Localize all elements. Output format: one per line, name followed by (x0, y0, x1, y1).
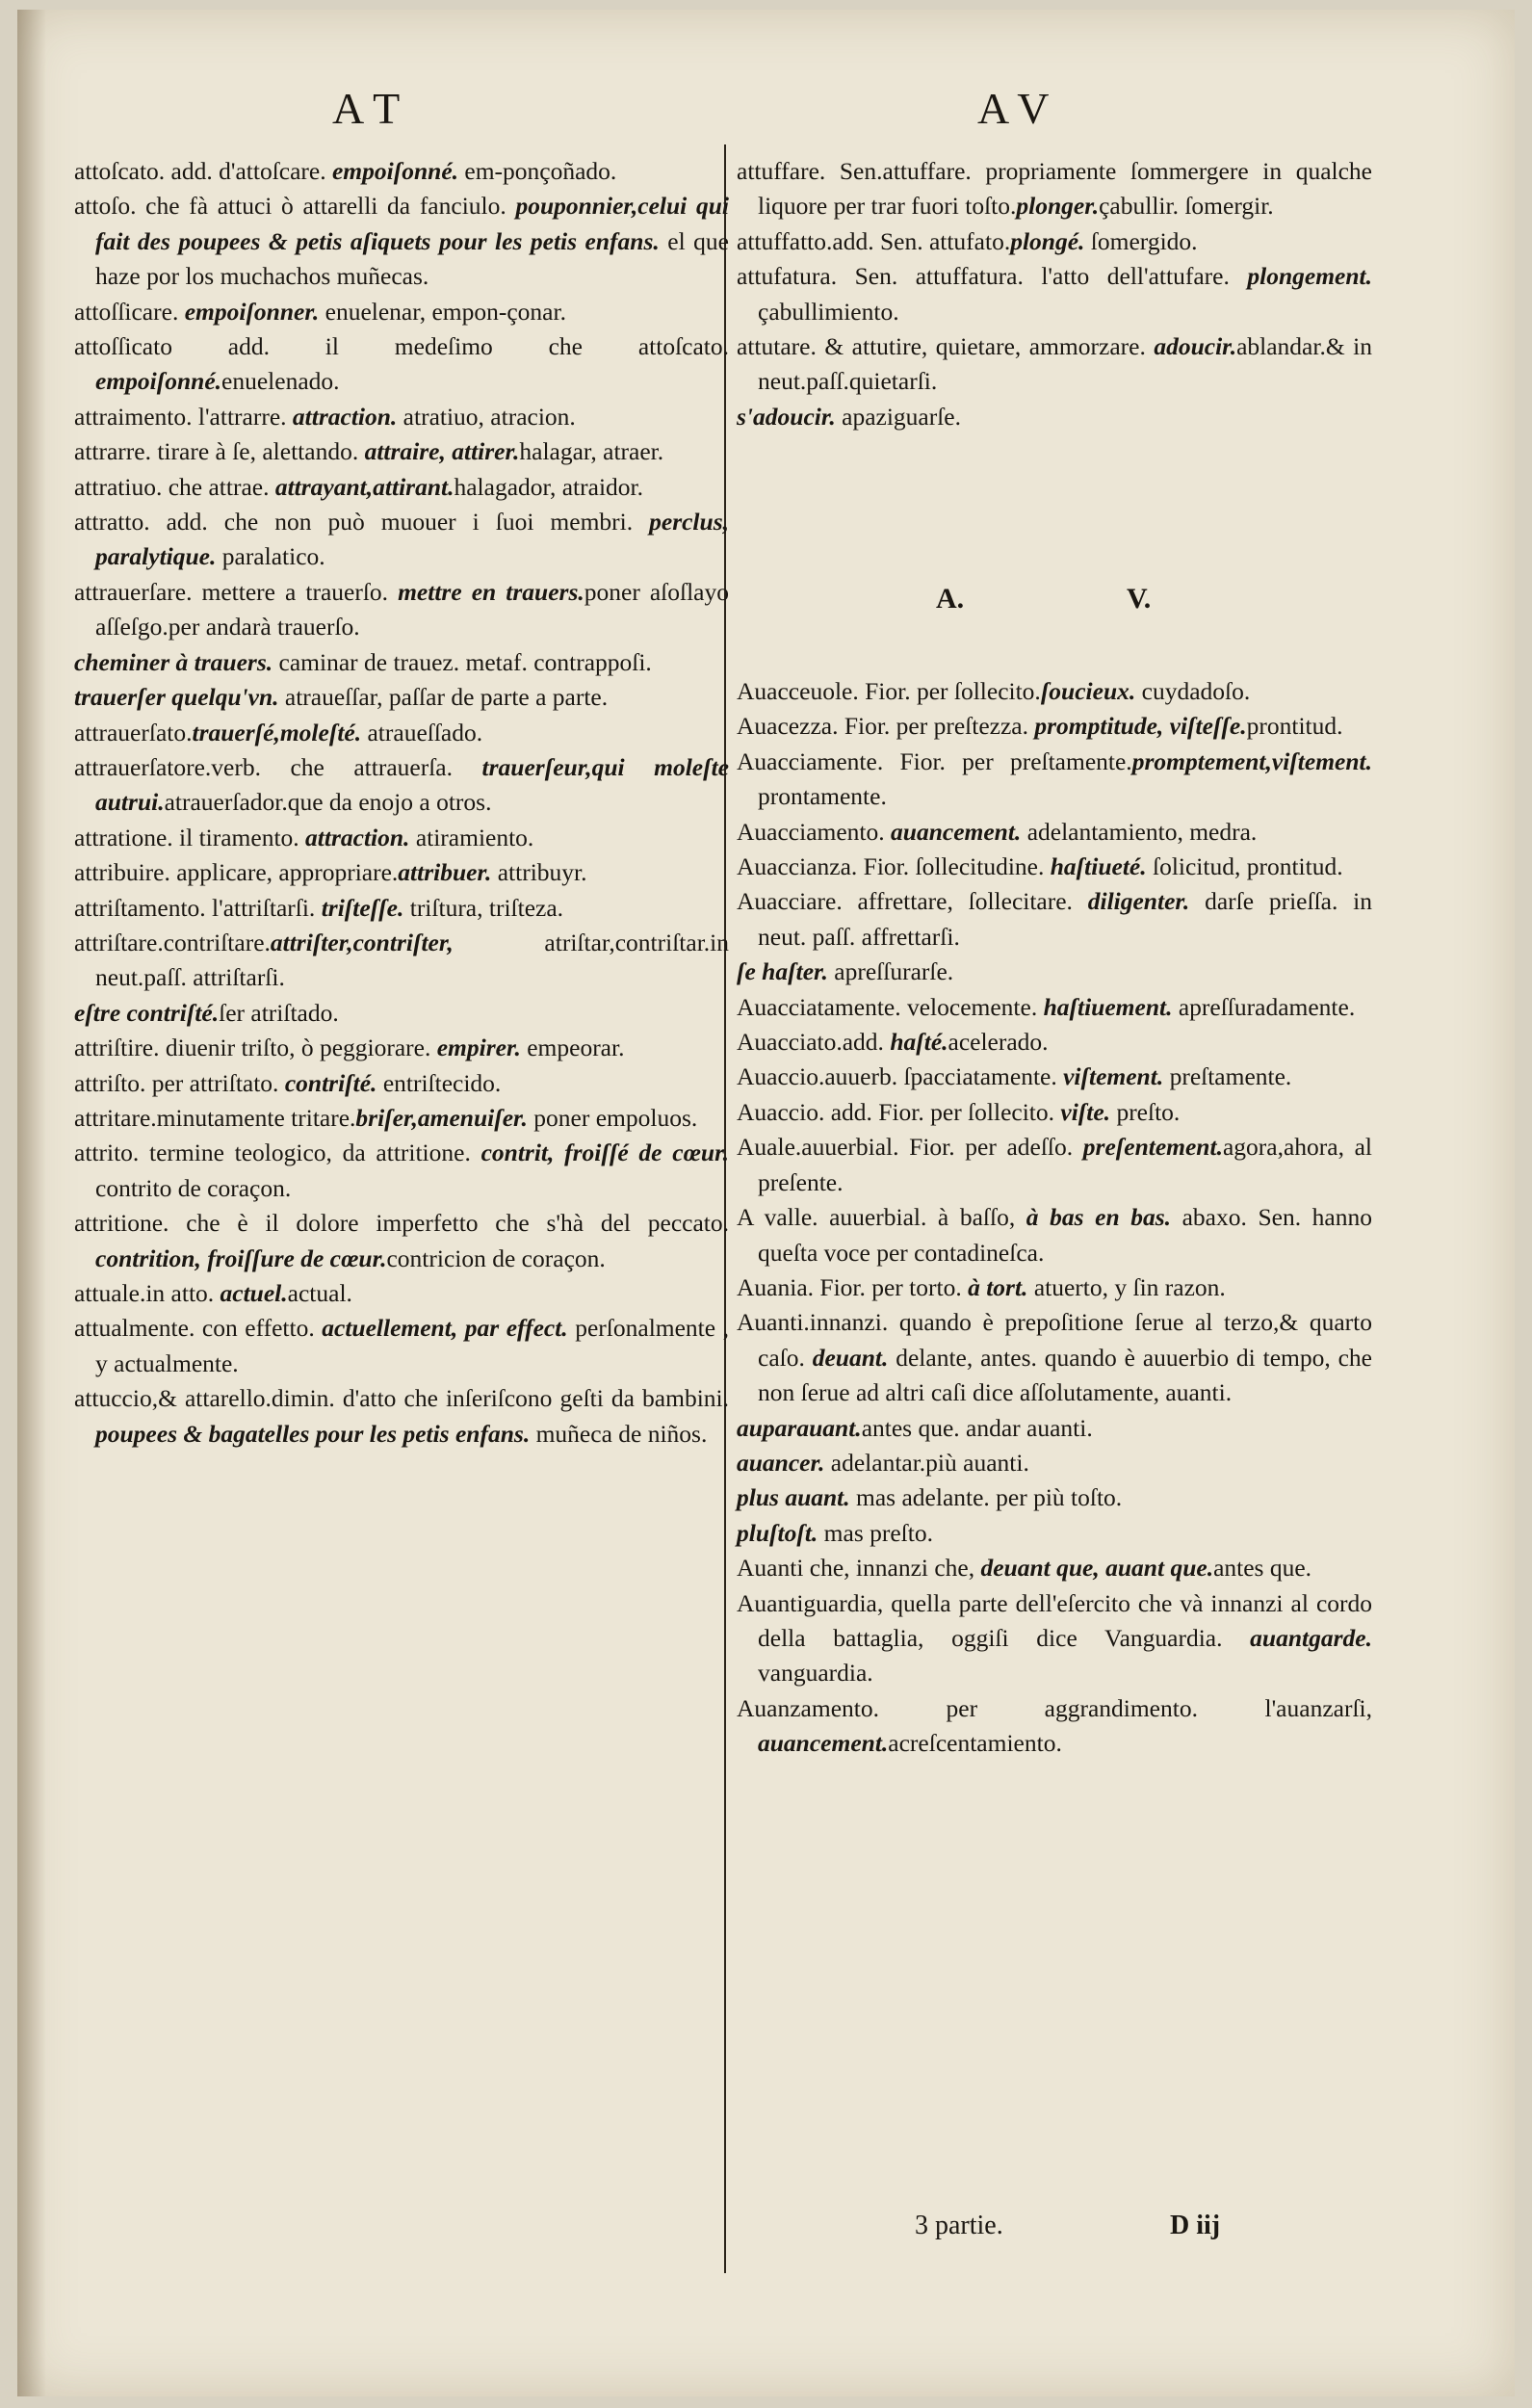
entry-french-text: ſoucieux. (1040, 677, 1136, 705)
entry-spanish-text: mas preſto. (818, 1518, 933, 1547)
entry-italian-text: Auale.auuerbial. Fior. per adeſſo. (737, 1133, 1083, 1162)
entry-spanish-text: enuelenar, empon-çonar. (319, 297, 566, 326)
dictionary-entry (737, 259, 1372, 329)
entry-italian-text: attratto. add. che non può muouer i ſuoi membri. (74, 508, 650, 537)
dictionary-entry (737, 1691, 1372, 1762)
entry-french-text: plus auant. (737, 1483, 850, 1512)
dictionary-entry (737, 1305, 1372, 1410)
entry-italian-text: Auaccianza. Fior. ſollecitudine. (737, 852, 1051, 881)
entry-french-text: trauerſer quelqu'vn. (74, 683, 279, 712)
dictionary-entry (74, 470, 729, 505)
dictionary-entry (737, 1480, 1372, 1515)
entry-spanish-text: çabullir. ſomergir. (1099, 192, 1274, 221)
entry-italian-text: Auania. Fior. per torto. (737, 1272, 969, 1301)
dictionary-entry (74, 154, 729, 189)
dictionary-entry (74, 1381, 729, 1452)
entry-italian-text: Auacciato.add. (737, 1028, 891, 1057)
entry-french-text: triſteſſe. (321, 893, 404, 922)
dictionary-entry (74, 575, 729, 645)
entry-french-text: haſtiueté. (1050, 852, 1147, 881)
dictionary-entry (737, 1551, 1372, 1585)
entry-italian-text: Auacciatamente. velocemente. (737, 992, 1044, 1021)
dictionary-entry (74, 926, 729, 996)
entry-spanish-text: poner empoluos. (527, 1103, 698, 1132)
entry-french-text: deuant. (812, 1343, 889, 1372)
entry-spanish-text: antes que. andar auanti. (861, 1413, 1093, 1442)
entry-spanish-text: atraueſſar, paſſar de parte a parte. (278, 683, 609, 712)
entry-spanish-text: em-ponçoñado. (458, 157, 617, 185)
entry-spanish-text: entriſtecido. (377, 1068, 502, 1097)
entry-french-text: attrayant,attirant. (274, 472, 454, 501)
entry-french-text: diligenter. (1087, 887, 1190, 916)
entry-italian-text: Auacciamente. Fior. per preſtamente. (737, 746, 1132, 775)
right-column-top (737, 154, 1372, 434)
dictionary-entry (737, 674, 1372, 709)
dictionary-entry (737, 1446, 1372, 1480)
entry-spanish-text: empeorar. (520, 1034, 625, 1062)
entry-italian-text: attoſſicare. (74, 297, 185, 326)
entry-spanish-text: darſe prieſſa. in neut. paſſ. affrettarſi. (758, 887, 1372, 951)
entry-spanish-text: prontamente. (758, 782, 887, 811)
dictionary-entry (74, 750, 729, 821)
entry-italian-text: Auaccio.auuerb. ſpacciatamente. (737, 1062, 1064, 1091)
entry-italian-text: attualmente. con effetto. (74, 1314, 323, 1343)
entry-french-text: ſe haſter. (737, 957, 828, 986)
dictionary-entry (74, 505, 729, 575)
entry-spanish-text: attribuyr. (491, 858, 587, 887)
entry-french-text: preſentement. (1082, 1133, 1223, 1162)
entry-french-text: poupees & bagatelles pour les petis enfans. (95, 1419, 531, 1448)
entry-spanish-text: adelantamiento, medra. (1021, 817, 1258, 846)
entry-spanish-text: adelantar.più auanti. (824, 1448, 1029, 1477)
dictionary-entry (737, 224, 1372, 259)
entry-french-text: empoiſonner. (184, 297, 320, 326)
entry-french-text: plongement. (1247, 262, 1372, 291)
entry-french-text: auparauant. (737, 1413, 862, 1442)
entry-spanish-text: atuerto, y ſin razon. (1027, 1272, 1226, 1301)
entry-spanish-text: agora,ahora, al preſente. (758, 1133, 1372, 1196)
dictionary-entry (737, 1060, 1372, 1094)
dictionary-entry (737, 1516, 1372, 1551)
dictionary-entry (737, 850, 1372, 884)
entry-spanish-text: muñeca de niños. (530, 1419, 708, 1448)
entry-italian-text: attriſto. per attriſtato. (74, 1068, 285, 1097)
entry-italian-text: attratiuo. che attrae. (74, 472, 275, 501)
entry-italian-text: attrauerſare. mettere a trauerſo. (74, 577, 399, 606)
entry-spanish-text: ablandar.& in neut.paſſ.quietarſi. (758, 332, 1373, 396)
entry-spanish-text: atriſtar,contriſtar.in neut.paſſ. attriſtarſi. (95, 928, 729, 992)
entry-italian-text: attoſcato. add. d'attoſcare. (74, 157, 332, 185)
entry-spanish-text: triſtura, triſteza. (403, 893, 564, 922)
dictionary-entry (737, 990, 1372, 1025)
entry-french-text: attraction. (305, 823, 410, 851)
entry-french-text: promptement,viſtement. (1131, 746, 1372, 775)
entry-italian-text: attuale.in atto. (74, 1279, 221, 1307)
entry-french-text: attriſter,contriſter, (270, 928, 454, 956)
entry-italian-text: attribuire. applicare, appropriare. (74, 858, 399, 887)
entry-italian-text: attutare. & attutire, quietare, ammorzare. (737, 332, 1155, 361)
entry-italian-text: attratione. il tiramento. (74, 823, 306, 851)
dictionary-entry (74, 855, 729, 890)
signature-mark: 3 partie. (915, 2211, 1003, 2240)
entry-french-text: attraction. (292, 402, 398, 431)
entry-french-text: auancer. (737, 1448, 825, 1477)
dictionary-entry (74, 1101, 729, 1136)
entry-french-text: cheminer à trauers. (74, 647, 273, 676)
dictionary-entry (74, 434, 729, 469)
entry-french-text: deuant que, auant que. (980, 1554, 1214, 1583)
entry-french-text: auancement. (891, 817, 1022, 846)
entry-french-text: perclus, paralytique. (95, 508, 729, 571)
entry-french-text: eſtre contriſté. (74, 998, 220, 1027)
dictionary-entry (737, 1095, 1372, 1130)
entry-french-text: actuellement, par effect. (322, 1314, 568, 1343)
entry-spanish-text: ſomergido. (1084, 226, 1198, 255)
entry-french-text: auancement. (758, 1729, 889, 1758)
entry-italian-text: attritione. che è il dolore imperfetto che s'hà del peccato. (74, 1209, 729, 1238)
dictionary-entry (74, 1206, 729, 1276)
entry-italian-text: attrauerſato. (74, 718, 193, 746)
entry-french-text: contrit, froiſſé de cœur. (480, 1139, 729, 1167)
entry-italian-text: Auanzamento. per aggrandimento. l'auanzarſi, (737, 1693, 1372, 1722)
entry-spanish-text: perſonalmente , y actualmente. (95, 1314, 730, 1377)
entry-italian-text: Auaccio. add. Fior. per ſollecito. (737, 1097, 1061, 1126)
entry-spanish-text: apreſſuradamente. (1172, 992, 1356, 1021)
entry-french-text: actuel. (220, 1279, 288, 1307)
folio-mark: D iij (1170, 2211, 1221, 2240)
entry-italian-text: attraimento. l'attrarre. (74, 402, 293, 431)
entry-spanish-text: caminar de trauez. metaf. contrappoſi. (273, 647, 652, 676)
dictionary-entry (74, 645, 729, 680)
entry-spanish-text: acelerado. (948, 1028, 1049, 1057)
entry-spanish-text: enuelenado. (221, 367, 340, 396)
dictionary-entry (74, 680, 729, 715)
entry-italian-text: Auacezza. Fior. per preſtezza. (737, 712, 1035, 741)
dictionary-entry (737, 154, 1372, 224)
entry-spanish-text: el que haze por los muchachos muñecas. (95, 226, 729, 291)
entry-italian-text: Auacciamento. (737, 817, 892, 846)
entry-french-text: auantgarde. (1250, 1623, 1372, 1652)
entry-french-text: contrition, froiſſure de cœur. (95, 1243, 387, 1272)
dictionary-entry (737, 1586, 1372, 1691)
entry-spanish-text: atiramiento. (409, 823, 534, 851)
entry-french-text: empoiſonné. (95, 367, 222, 396)
dictionary-entry (74, 295, 729, 329)
entry-spanish-text: cuydadoſo. (1135, 677, 1251, 705)
section-heading-v: V. (1127, 583, 1152, 615)
entry-italian-text: Auacceuole. Fior. per ſollecito. (737, 677, 1041, 705)
entry-french-text: adoucir. (1154, 332, 1237, 361)
right-column-bottom (737, 674, 1372, 1762)
entry-italian-text: attritare.minutamente tritare. (74, 1103, 356, 1132)
entry-french-text: plonger. (1016, 192, 1100, 221)
left-column (74, 154, 729, 1452)
entry-spanish-text: vanguardia. (758, 1659, 873, 1688)
column-header-left: AT (332, 84, 414, 133)
entry-french-text: viſte. (1060, 1097, 1111, 1126)
entry-spanish-text: apaziguarſe. (835, 402, 962, 431)
dictionary-entry (737, 815, 1372, 850)
entry-spanish-text: delante, antes. quando è auuerbio di tempo, che non ſerue ad altri caſi dice aſſolutamente, auanti. (758, 1343, 1372, 1407)
entry-italian-text: attufatura. Sen. attuffatura. l'atto dell'attufare. (737, 262, 1248, 291)
entry-italian-text: Auantiguardia, quella parte dell'eſercito che và innanzi al cordo della battaglia, oggiſi dice Vanguardia. (737, 1588, 1372, 1652)
dictionary-entry (74, 891, 729, 926)
entry-spanish-text: contrito de coraçon. (95, 1173, 292, 1202)
entry-spanish-text: atrauerſador.que da enojo a otros. (164, 788, 492, 817)
entry-french-text: briſer,amenuiſer. (355, 1103, 528, 1132)
entry-french-text: empoiſonné. (331, 157, 459, 185)
dictionary-entry (74, 1311, 729, 1381)
entry-spanish-text: ſer atriſtado. (219, 998, 339, 1027)
entry-italian-text: Auanti.innanzi. quando è prepoſitione ſerue al terzo,& quarto caſo. (737, 1308, 1372, 1372)
entry-french-text: promptitude, viſteſſe. (1034, 712, 1247, 741)
entry-italian-text: attuccio,& attarello.dimin. d'atto che inſeriſcono geſti da bambini. (74, 1384, 729, 1413)
dictionary-entry (74, 1066, 729, 1101)
entry-spanish-text: paralatico. (216, 542, 325, 571)
entry-french-text: contriſté. (284, 1068, 377, 1097)
dictionary-entry (737, 329, 1372, 400)
entry-italian-text: attriſtare.contriſtare. (74, 928, 271, 956)
entry-italian-text: attrarre. tirare à ſe, alettando. (74, 437, 365, 466)
entry-french-text: plongé. (1010, 226, 1085, 255)
dictionary-entry (737, 955, 1372, 989)
entry-italian-text: attuffare. Sen.attuffare. propriamente ſommergere in qualche liquore per trar fuori toſto. (737, 157, 1372, 221)
entry-spanish-text: poner aſoſlayo aſſeſgo.per andarà trauerſo. (95, 577, 730, 641)
entry-french-text: mettre en trauers. (398, 577, 584, 606)
entry-italian-text: attuffatto.add. Sen. attufato. (737, 226, 1011, 255)
entry-french-text: à bas en bas. (1026, 1203, 1172, 1232)
entry-spanish-text: apreſſurarſe. (827, 957, 954, 986)
entry-spanish-text: preſtamente. (1163, 1062, 1292, 1091)
entry-spanish-text: contricion de coraçon. (386, 1243, 606, 1272)
entry-spanish-text: preſto. (1110, 1097, 1181, 1126)
dictionary-entry (737, 884, 1372, 955)
entry-french-text: pouponnier,celui qui fait des poupees & petis aſiquets pour les petis enfans. (95, 192, 729, 255)
dictionary-entry (737, 1025, 1372, 1060)
dictionary-entry (737, 1270, 1372, 1305)
dictionary-entry (737, 1200, 1372, 1270)
dictionary-entry (74, 1031, 729, 1065)
dictionary-entry (74, 1136, 729, 1206)
entry-french-text: haſté. (890, 1028, 948, 1057)
entry-french-text: trauerſé,moleſté. (192, 718, 362, 746)
entry-italian-text: A valle. auuerbial. à baſſo, (737, 1203, 1026, 1232)
entry-french-text: trauerſeur,qui moleſte autrui. (95, 752, 729, 817)
entry-spanish-text: mas adelante. per più toſto. (849, 1483, 1123, 1512)
dictionary-entry (737, 709, 1372, 744)
dictionary-entry (74, 1276, 729, 1311)
dictionary-entry (74, 329, 729, 400)
entry-spanish-text: acreſcentamiento. (888, 1729, 1062, 1758)
entry-italian-text: attrauerſatore.verb. che attrauerſa. (74, 752, 482, 781)
dictionary-entry (737, 745, 1372, 815)
entry-french-text: haſtiuement. (1043, 992, 1173, 1021)
entry-french-text: viſtement. (1063, 1062, 1164, 1091)
page-spine-shadow (17, 10, 46, 2396)
entry-french-text: attraire, attirer. (364, 437, 520, 466)
entry-italian-text: attrito. termine teologico, da attritione. (74, 1139, 481, 1167)
dictionary-entry (74, 189, 729, 294)
entry-french-text: empirer. (436, 1034, 521, 1062)
dictionary-entry (74, 400, 729, 434)
entry-spanish-text: atratiuo, atracion. (397, 402, 576, 431)
dictionary-entry (74, 821, 729, 855)
entry-italian-text: Auacciare. affrettare, ſollecitare. (737, 887, 1088, 916)
entry-spanish-text: prontitud. (1246, 712, 1343, 741)
dictionary-entry (737, 1411, 1372, 1446)
entry-spanish-text: halagar, atraer. (519, 437, 664, 466)
dictionary-entry (74, 716, 729, 750)
entry-spanish-text: halagador, atraidor. (454, 472, 643, 501)
entry-italian-text: attoſſicato add. il medeſimo che attoſcato. (74, 332, 729, 361)
entry-spanish-text: ſolicitud, prontitud. (1146, 852, 1343, 881)
column-header-right: AV (977, 84, 1063, 133)
entry-french-text: pluſtoſt. (737, 1518, 818, 1547)
section-heading-a: A. (936, 583, 965, 615)
dictionary-entry (74, 996, 729, 1031)
entry-spanish-text: antes que. (1213, 1554, 1312, 1583)
entry-italian-text: attoſo. che fà attuci ò attarelli da fanciulo. (74, 192, 516, 221)
dictionary-entry (737, 1130, 1372, 1200)
entry-italian-text: Auanti che, innanzi che, (737, 1554, 981, 1583)
entry-spanish-text: çabullimiento. (758, 297, 899, 326)
entry-french-text: à tort. (968, 1272, 1028, 1301)
dictionary-entry (737, 400, 1372, 434)
entry-italian-text: attriſtamento. l'attriſtarſi. (74, 893, 322, 922)
entry-spanish-text: actual. (287, 1279, 352, 1307)
entry-french-text: s'adoucir. (737, 402, 836, 431)
entry-spanish-text: atraueſſado. (361, 718, 483, 746)
entry-spanish-text: abaxo. Sen. hanno queſta voce per contadineſca. (758, 1203, 1372, 1267)
entry-french-text: attribuer. (398, 858, 492, 887)
entry-italian-text: attriſtire. diuenir triſto, ò peggiorare. (74, 1034, 437, 1062)
